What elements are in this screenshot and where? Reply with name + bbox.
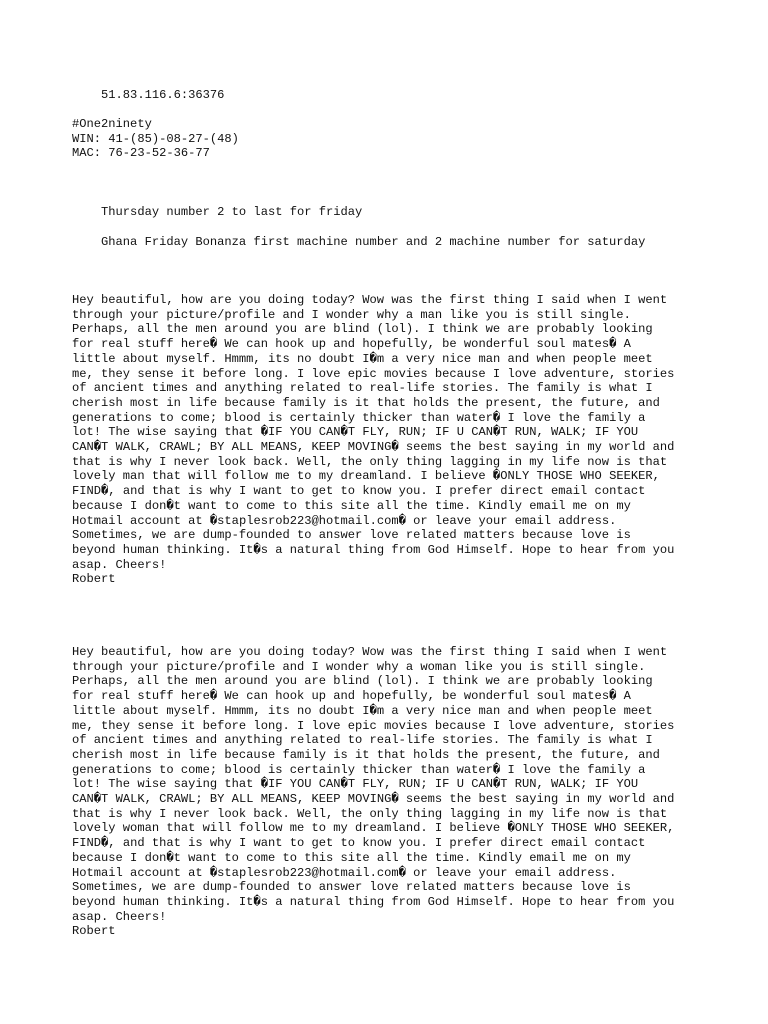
mac-line: MAC: 76-23-52-36-77 [72,146,210,161]
hashtag-line: #One2ninety [72,117,152,131]
win-line: WIN: 41-(85)-08-27-(48) [72,131,239,146]
thursday-text: Thursday number 2 to last for friday [101,204,363,219]
message-paragraph-2: Hey beautiful, how are you doing today? Wow was the first thing I said when I went through your picture/profile and I wonder why a woman like you is still single. Perhaps, all the men around you are blind (lol). I think we are probably looking for real stuff here� We can hook up and hopefully, be wonderful soul mates� A little about myself. Hmmm, its no doubt I�m a very nice man and when people meet me, they sense it before long. I love epic movies because I love adventure, stories of ancient times and anything related to real-life stories. The family is what I cherish most in life because family is it that holds the present, the future, and generations to come; blood is certainly thicker than water� I love the family a lot! The wise saying that �IF YOU CAN�T FLY, RUN; IF U CAN�T RUN, WALK; IF YOU CAN�T WALK, CRAWL; BY ALL MEANS, KEEP MOVING� seems the best saying in my world and that is why I never look back. Well, the only thing lagging in my life now is that lovely woman that will follow me to my dreamland. I believe �ONLY THOSE WHO SEEKER, FIND�, and that is why I want to get to know you. I prefer direct email contact because I don�t want to come to this site all the time. Kindly email me on my Hotmail account at �staplesrob223@hotmail.com� or leave your email address. Sometimes, we are dump-founded to answer love related matters because love is beyond human thinking. It�s a natural thing from God Himself. Hope to hear from you asap. Cheers! Robert [72,645,675,939]
ip-address-line [72,73,224,117]
number-block [72,117,239,161]
ip-address: 51.83.116.6:36376 [101,87,225,102]
ghana-text: Ghana Friday Bonanza first machine number and 2 machine number for saturday [101,234,646,249]
ghana-line [72,220,645,264]
message-paragraph-1: Hey beautiful, how are you doing today? Wow was the first thing I said when I went through your picture/profile and I wonder why a man like you is still single. Perhaps, all the men around you are blind (lol). I think we are probably looking for real stuff here� We can hook up and hopefully, be wonderful soul mates� A little about myself. Hmmm, its no doubt I�m a very nice man and when people meet me, they sense it before long. I love epic movies because I love adventure, stories of ancient times and anything related to real-life stories. The family is what I cherish most in life because family is it that holds the present, the future, and generations to come; blood is certainly thicker than water� I love the family a lot! The wise saying that �IF YOU CAN�T FLY, RUN; IF U CAN�T RUN, WALK; IF YOU CAN�T WALK, CRAWL; BY ALL MEANS, KEEP MOVING� seems the best saying in my world and that is why I never look back. Well, the only thing lagging in my life now is that lovely man that will follow me to my dreamland. I believe �ONLY THOSE WHO SEEKER, FIND�, and that is why I want to get to know you. I prefer direct email contact because I don�t want to come to this site all the time. Kindly email me on my Hotmail account at �staplesrob223@hotmail.com� or leave your email address. Sometimes, we are dump-founded to answer love related matters because love is beyond human thinking. It�s a natural thing from God Himself. Hope to hear from you asap. Cheers! Robert [72,293,675,587]
